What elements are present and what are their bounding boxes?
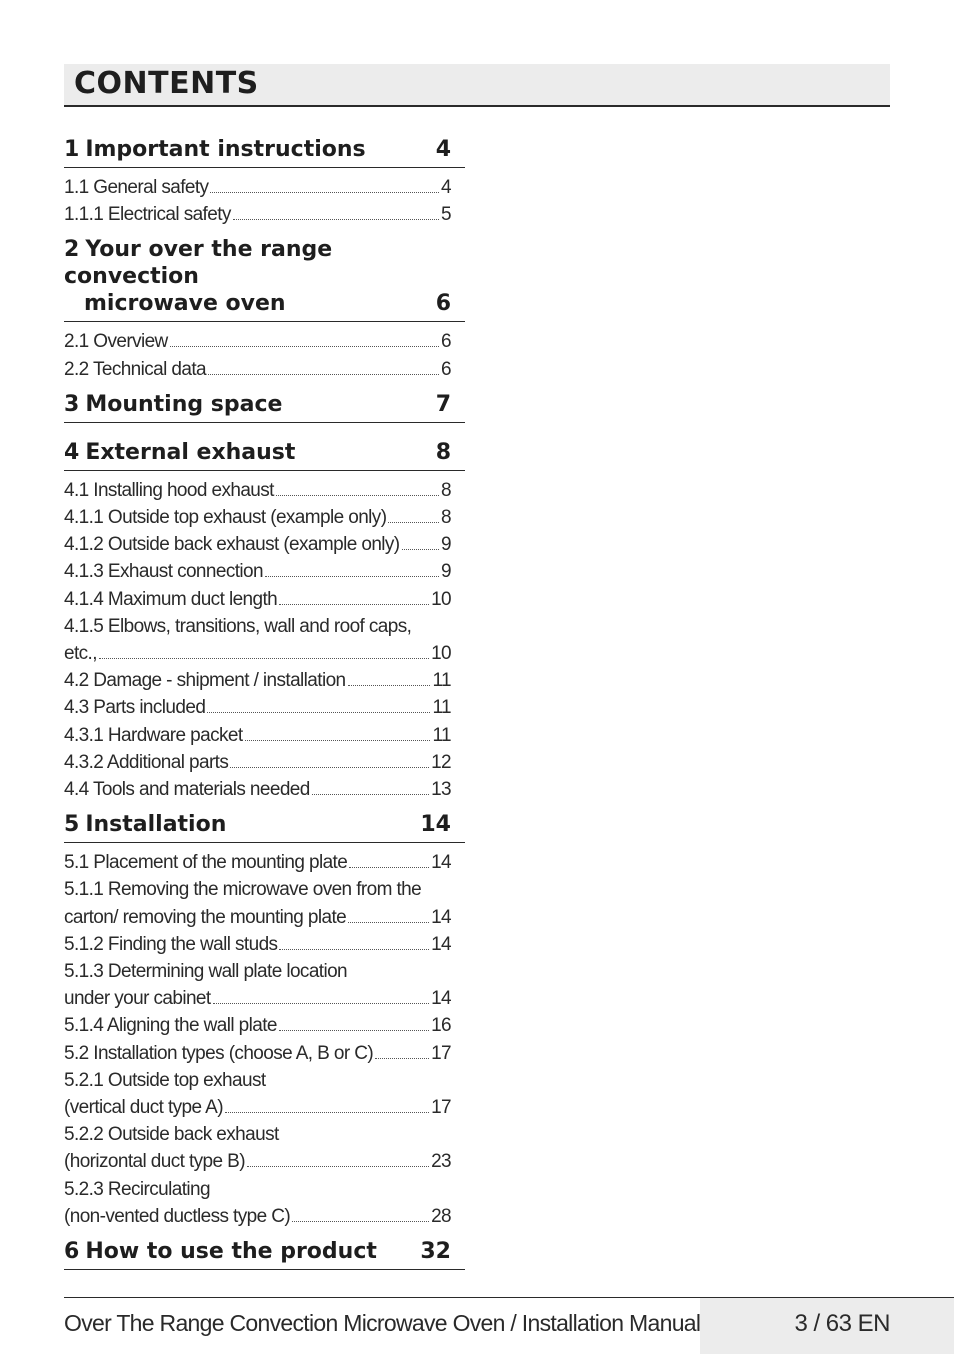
toc-entry-page: 4: [441, 177, 451, 198]
toc-entry-title-line: 5.1.3 Determining wall plate location: [64, 961, 348, 983]
section-title: [64, 391, 282, 418]
toc-section: [64, 439, 465, 805]
toc-entry-title: 4.1.1 Outside top exhaust (example only): [64, 507, 387, 529]
toc-entry[interactable]: [64, 356, 465, 383]
toc-entry[interactable]: [64, 586, 465, 613]
section-number: 2: [64, 237, 80, 263]
toc-entry-page: 28: [431, 1205, 451, 1227]
toc-section-heading[interactable]: [64, 136, 465, 168]
section-title: [64, 236, 428, 317]
toc-entry-title-line: 4.1.5 Elbows, transitions, wall and roof caps,: [64, 615, 412, 637]
toc-entry-page: 6: [441, 331, 451, 353]
toc-entry-page: 6: [441, 358, 451, 380]
toc-entry[interactable]: [64, 558, 465, 585]
toc-entry[interactable]: [64, 1040, 465, 1067]
toc-entry[interactable]: [64, 776, 465, 803]
dot-leader: [348, 685, 431, 686]
toc-entry-page: 11: [432, 724, 451, 746]
dot-leader: [349, 867, 429, 868]
section-page-number: 4: [435, 137, 451, 162]
section-page-number: 14: [420, 812, 451, 838]
toc-entry-title: 4.3.2 Additional parts: [64, 751, 229, 773]
section-title-text: Important instructions: [85, 137, 366, 162]
toc-section: [64, 811, 465, 1232]
toc-entry-page: 8: [441, 479, 451, 501]
toc-section-heading[interactable]: [64, 811, 465, 843]
toc-entry[interactable]: [64, 1012, 465, 1039]
toc-entry-page: 9: [441, 561, 451, 583]
toc-entry[interactable]: [64, 531, 465, 558]
toc-entry[interactable]: [64, 667, 465, 694]
dot-leader: [247, 1166, 429, 1167]
dot-leader: [225, 1112, 429, 1113]
section-title-text: How to use the product: [85, 1239, 377, 1265]
section-title-continuation: microwave oven: [84, 291, 286, 317]
toc-section: [64, 236, 465, 384]
dot-leader: [388, 522, 439, 523]
toc-entry[interactable]: [64, 931, 465, 958]
section-number: 5: [64, 812, 80, 838]
toc-entry-page: 9: [441, 534, 451, 556]
section-number: 6: [64, 1239, 80, 1265]
toc-section-heading[interactable]: [64, 1238, 465, 1270]
toc-entry-title: 4.1 Installing hood exhaust: [64, 479, 274, 501]
toc-entry-title: 4.1.4 Maximum duct length: [64, 588, 278, 610]
section-number: 4: [64, 439, 80, 465]
toc-entry-title: 2.1 Overview: [64, 331, 168, 353]
toc-entry-page: 12: [431, 751, 451, 773]
toc-entry[interactable]: [64, 613, 465, 667]
dot-leader: [265, 576, 439, 577]
dot-leader: [279, 1030, 429, 1031]
toc-entry[interactable]: [64, 849, 465, 876]
dot-leader: [207, 712, 430, 713]
toc-entry-title: 5.1.4 Aligning the wall plate: [64, 1015, 277, 1037]
dot-leader: [279, 604, 429, 605]
toc-entry-page: 14: [431, 988, 451, 1010]
toc-entry[interactable]: [64, 477, 465, 504]
toc-entry-title: (non-vented ductless type C): [64, 1205, 291, 1227]
dot-leader: [312, 794, 429, 795]
toc-entry-page: 10: [431, 588, 451, 610]
toc-entry[interactable]: [64, 1176, 465, 1230]
toc-entry-title: 4.1.3 Exhaust connection: [64, 561, 263, 583]
toc-entry-page: 17: [431, 1097, 451, 1119]
toc-section: [64, 136, 465, 230]
toc-entry-title: under your cabinet: [64, 988, 211, 1010]
dot-leader: [348, 922, 429, 923]
dot-leader: [99, 658, 429, 659]
toc-section: [64, 1238, 465, 1280]
toc-entry-list: [64, 471, 465, 805]
section-title-text: External exhaust: [85, 439, 296, 465]
toc-entry[interactable]: [64, 174, 465, 201]
toc-entry-title: 4.2 Damage - shipment / installation: [64, 670, 346, 692]
toc-entry-page: 8: [441, 507, 451, 529]
dot-leader: [292, 1221, 429, 1222]
toc-entry-title: 2.2 Technical data: [64, 358, 207, 380]
toc-entry-page: 14: [431, 852, 451, 874]
toc-entry-title: (vertical duct type A): [64, 1097, 223, 1119]
toc-section-heading[interactable]: [64, 391, 465, 423]
section-number: 1: [64, 137, 80, 162]
toc-entry-page: 14: [431, 933, 451, 955]
toc-section: [64, 391, 465, 433]
toc-entry-page: 13: [431, 779, 451, 801]
toc-entry-page: 16: [431, 1015, 451, 1037]
toc-entry-title: 4.3.1 Hardware packet: [64, 724, 243, 746]
toc-entry-page: 5: [441, 204, 451, 226]
contents-header: [64, 64, 890, 107]
footer-title: Over The Range Convection Microwave Oven / Installation Manual: [64, 1310, 701, 1336]
toc-entry[interactable]: [64, 1067, 465, 1121]
section-title: [64, 1238, 377, 1265]
page-number: 3 / 63 EN: [794, 1310, 890, 1337]
toc-entry-title: 4.1.2 Outside back exhaust (example only): [64, 534, 400, 556]
toc-entry-page: 23: [431, 1151, 451, 1173]
toc-entry[interactable]: [64, 201, 465, 228]
toc-entry[interactable]: [64, 694, 465, 721]
page-title: CONTENTS: [74, 66, 259, 101]
section-title: [64, 136, 366, 163]
toc-entry-title: 1.1.1 Electrical safety: [64, 204, 231, 226]
dot-leader: [230, 767, 429, 768]
toc-entry-title: 4.4 Tools and materials needed: [64, 779, 310, 801]
toc-entry[interactable]: [64, 722, 465, 749]
section-title-text: Installation: [85, 812, 227, 838]
dot-leader: [233, 219, 439, 220]
toc-entry-title: etc.,: [64, 643, 97, 665]
section-title-text: Mounting space: [85, 391, 283, 417]
toc-section-heading[interactable]: [64, 439, 465, 471]
toc-entry-title: (horizontal duct type B): [64, 1151, 245, 1173]
toc-entry[interactable]: [64, 1121, 465, 1175]
toc-entry-list: [64, 843, 465, 1232]
toc-entry-title-line: 5.2.1 Outside top exhaust: [64, 1069, 266, 1091]
section-page-number: 6: [435, 291, 451, 317]
toc-entry[interactable]: [64, 504, 465, 531]
toc-entry-title-line: 5.2.3 Recirculating: [64, 1178, 210, 1200]
section-title: [64, 439, 295, 466]
section-title: [64, 811, 226, 838]
toc-entry-title: 5.1.2 Finding the wall studs: [64, 933, 278, 955]
dot-leader: [213, 1003, 429, 1004]
toc-entry[interactable]: [64, 876, 465, 930]
toc-entry-title: 5.2 Installation types (choose A, B or C): [64, 1042, 374, 1064]
toc-section-heading[interactable]: [64, 236, 465, 322]
toc-entry[interactable]: [64, 328, 465, 355]
dot-leader: [279, 949, 429, 950]
toc-entry-title: 1.1 General safety: [64, 177, 209, 198]
dot-leader: [375, 1058, 429, 1059]
toc-entry-page: 11: [432, 697, 451, 719]
toc-entry-title: 4.3 Parts included: [64, 697, 206, 719]
toc-entry[interactable]: [64, 749, 465, 776]
toc-entry-page: 14: [431, 906, 451, 928]
footer-page-box: [700, 1298, 954, 1354]
dot-leader: [245, 740, 431, 741]
toc-entry-title: 5.1 Placement of the mounting plate: [64, 852, 348, 874]
toc-entry-page: 17: [431, 1042, 451, 1064]
toc-entry-title-line: 5.2.2 Outside back exhaust: [64, 1124, 279, 1146]
dot-leader: [402, 549, 439, 550]
toc-entry[interactable]: [64, 958, 465, 1012]
section-page-number: 32: [420, 1239, 451, 1265]
section-title-text: Your over the range convection: [64, 237, 333, 290]
dot-leader: [276, 495, 439, 496]
toc-entry-list: [64, 322, 465, 384]
dot-leader: [208, 374, 439, 375]
toc-entry-title-line: 5.1.1 Removing the microwave oven from the: [64, 879, 422, 901]
dot-leader: [210, 192, 439, 193]
toc-entry-title: carton/ removing the mounting plate: [64, 906, 347, 928]
table-of-contents: [64, 136, 465, 1280]
section-number: 3: [64, 391, 80, 417]
section-page-number: 7: [435, 391, 451, 417]
dot-leader: [170, 346, 439, 347]
section-page-number: 8: [435, 439, 451, 465]
toc-entry-page: 10: [431, 643, 451, 665]
toc-entry-list: [64, 168, 465, 230]
toc-entry-page: 11: [432, 670, 451, 692]
